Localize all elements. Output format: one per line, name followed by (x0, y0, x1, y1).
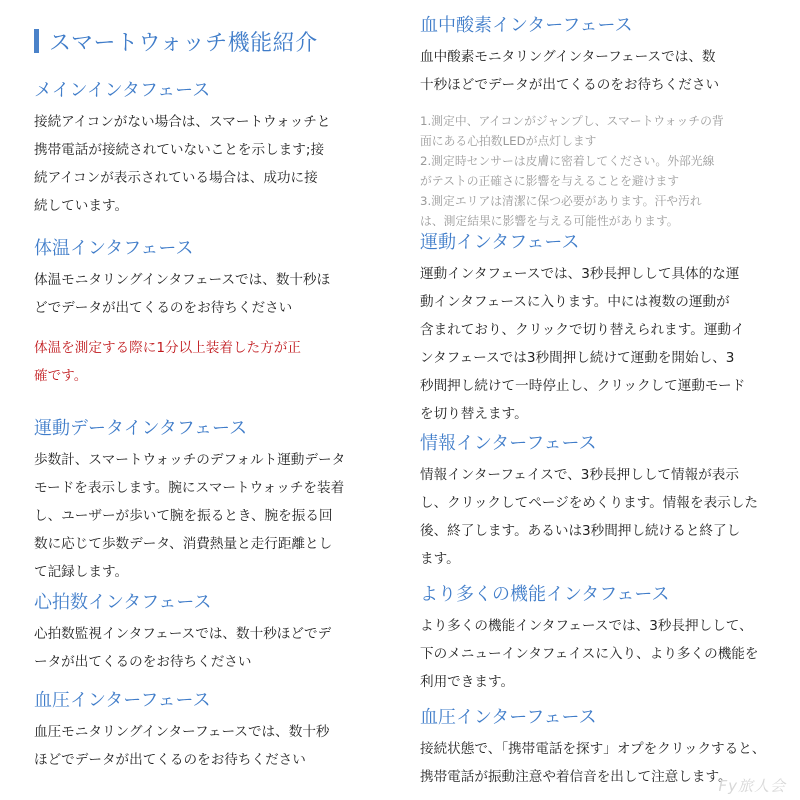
body-line: 動インタフェースに入ります。中には複数の運動が (420, 294, 730, 310)
body-line: 続しています。 (34, 198, 129, 214)
body-line: ンタフェースでは3秒間押し続けて運動を開始し、3 (420, 350, 735, 366)
spo2-measurement-notes (420, 111, 784, 231)
note-line: がテストの正確さに影響を与えることを避けます (420, 174, 680, 188)
body-line: どでデータが出てくるのをお待ちください (34, 300, 293, 316)
section-body (420, 461, 784, 573)
temperature-warning (34, 334, 384, 390)
note-line: は、測定結果に影響を与える可能性があります。 (420, 214, 679, 228)
page-title-row (34, 26, 384, 56)
body-line: ます。 (420, 551, 460, 567)
body-line: 体温モニタリングインタフェースでは、数十秒ほ (34, 272, 331, 288)
note-line: 2.測定時センサーは皮膚に密着してください。外部光線 (420, 154, 715, 168)
section-body (420, 43, 784, 99)
section-heading: 情報インターフェース (420, 433, 597, 454)
section-spo2-interface (420, 13, 784, 231)
section-heading: 心拍数インタフェース (34, 592, 212, 613)
body-line: 十秒ほどでデータが出てくるのをお待ちください (420, 77, 720, 93)
body-line: 携帯電話が振動注意や着信音を出して注意します。 (420, 769, 732, 785)
body-line: 運動インタフェースでは、3秒長押しして具体的な運 (420, 266, 740, 282)
body-line: 接続状態で、「携帯電話を探す」オプをクリックすると、 (420, 741, 766, 757)
body-line: 下のメニューインタフェイスに入り、より多くの機能を (420, 646, 759, 662)
note-line: 面にある心拍数LEDが点灯します (420, 134, 597, 148)
warning-line: 体温を測定する際に1分以上装着した方が正 (34, 340, 301, 356)
body-line: し、クリックしてページをめくります。情報を表示した (420, 495, 758, 511)
body-line: 利用できます。 (420, 674, 515, 690)
body-line: 続アイコンが表示されている場合は、成功に接 (34, 170, 318, 186)
section-body (34, 620, 384, 676)
body-line: 心拍数監視インタフェースでは、数十秒ほどでデ (34, 626, 332, 642)
body-line: ほどでデータが出てくるのをお待ちください (34, 752, 306, 768)
body-line: 血圧モニタリングインターフェースでは、数十秒 (34, 724, 330, 740)
section-heart-rate-interface (34, 590, 384, 676)
section-body (420, 612, 784, 696)
section-heading: 血圧インターフェース (34, 690, 211, 711)
page-title: スマートウォッチ機能紹介 (49, 30, 318, 56)
title-accent-bar (34, 29, 39, 53)
body-line: モードを表示します。腕にスマートウォッチを装着 (34, 480, 345, 496)
section-body (34, 718, 384, 774)
note-line: 3.測定エリアは清潔に保つ必要があります。汗や汚れ (420, 194, 702, 208)
section-blood-pressure-interface (34, 688, 384, 774)
section-body (420, 260, 784, 428)
section-more-functions-interface (420, 582, 784, 696)
body-line: ータが出てくるのをお待ちください (34, 654, 252, 670)
section-heading: 運動インタフェース (420, 232, 580, 253)
section-heading: 体温インタフェース (34, 238, 194, 259)
section-heading: 血中酸素インターフェース (420, 15, 633, 36)
section-main-interface (34, 78, 384, 220)
note-line: 1.測定中、アイコンがジャンプし、スマートウォッチの背 (420, 114, 724, 128)
body-line: 情報インターフェイスで、3秒長押しして情報が表示 (420, 467, 739, 483)
section-heading: メインインタフェース (34, 80, 211, 101)
body-line: 歩数計、スマートウォッチのデフォルト運動データ (34, 452, 346, 468)
warning-line: 確です。 (34, 368, 88, 384)
body-line: し、ユーザーが歩いて腕を振るとき、腕を振る回 (34, 508, 333, 524)
section-temperature-interface (34, 236, 384, 390)
section-body (34, 446, 384, 586)
body-line: て記録します。 (34, 564, 129, 580)
body-line: 携帯電話が接続されていないことを示します;接 (34, 142, 325, 158)
body-line: 後、終了します。あるいは3秒間押し続けると終了し (420, 523, 741, 539)
body-line: 秒間押し続けて一時停止し、クリックして運動モード (420, 378, 746, 394)
body-line: を切り替えます。 (420, 406, 528, 422)
body-line: 含まれており、クリックで切り替えられます。運動イ (420, 322, 745, 338)
section-body (34, 108, 384, 220)
section-sport-data-interface (34, 416, 384, 586)
section-heading: 血圧インターフェース (420, 707, 597, 728)
body-line: 数に応じて歩数データ、消費熱量と走行距離とし (34, 536, 333, 552)
section-sport-interface (420, 230, 784, 428)
section-info-interface (420, 431, 784, 573)
section-heading: より多くの機能インタフェース (420, 584, 670, 605)
body-line: 接続アイコンがない場合は、スマートウォッチと (34, 114, 331, 130)
section-body (34, 266, 384, 322)
section-heading: 運動データインタフェース (34, 418, 248, 439)
body-line: より多くの機能インタフェースでは、3秒長押しして、 (420, 618, 753, 634)
watermark: Fy旅人会 (718, 777, 786, 795)
body-line: 血中酸素モニタリングインターフェースでは、数 (420, 49, 716, 65)
